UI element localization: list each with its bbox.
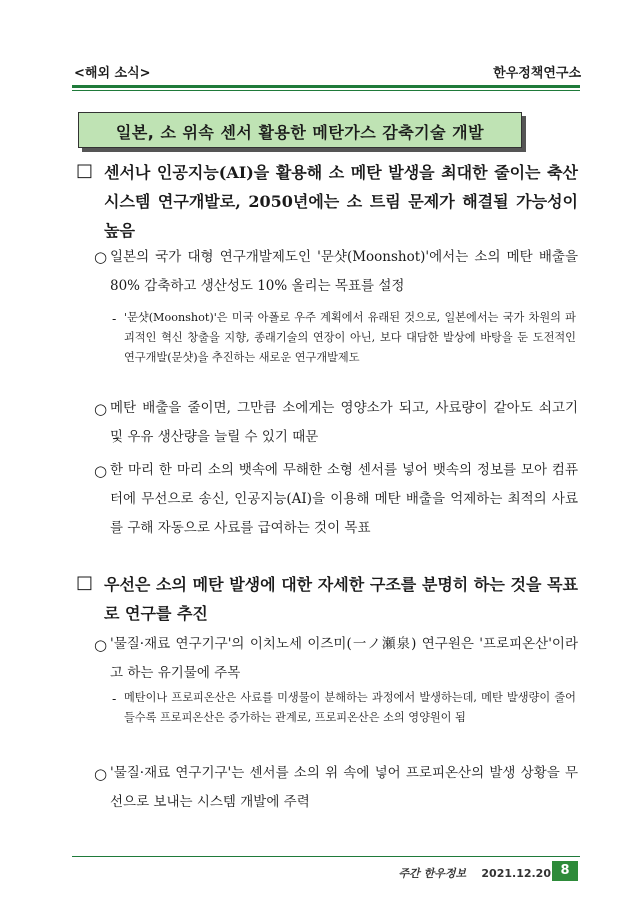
item-text: '물질·재료 연구기구'의 이치노세 이즈미(一ノ瀬泉) 연구원은 '프로피온산'이라고 하는 유기물에 주목 — [110, 636, 578, 681]
dash-marker: - — [112, 692, 117, 706]
square-bullet: □ — [76, 572, 94, 593]
article-title: 일본, 소 위속 센서 활용한 메탄가스 감축기술 개발 — [115, 123, 485, 142]
square-bullet: □ — [76, 160, 94, 181]
header-rule-thick — [72, 85, 580, 88]
footer-info — [398, 865, 551, 881]
section-heading: 센서나 인공지능(AI)을 활용해 소 메탄 발생을 최대한 줄이는 축산시스템 연구개발로, 2050년에는 소 트림 문제가 해결될 가능성이 높음 — [104, 163, 578, 240]
item-text: 한 마리 한 마리 소의 뱃속에 무해한 소형 센서를 넣어 뱃속의 정보를 모아 컴퓨터에 무선으로 송신, 인공지능(AI)을 이용해 메탄 배출을 억제하는 최적의 사료를 구해 자동으로 사료를 급여하는 것이 목표 — [110, 462, 578, 536]
footer-rule — [72, 856, 580, 857]
page-number: 8 — [552, 861, 578, 881]
circle-bullet: ○ — [94, 636, 108, 654]
circle-bullet: ○ — [94, 462, 108, 480]
item-text: '물질·재료 연구기구'는 센서를 소의 위 속에 넣어 프로피온산의 발생 상황을 무선으로 보내는 시스템 개발에 주력 — [110, 765, 578, 810]
title-box — [78, 112, 522, 148]
item-text: 메탄 배출을 줄이면, 그만큼 소에게는 영양소가 되고, 사료량이 같아도 쇠고기 및 우유 생산량을 늘릴 수 있기 때문 — [110, 400, 578, 445]
circle-bullet: ○ — [94, 400, 108, 418]
header-rule-thin — [72, 90, 580, 91]
footnote-text: '문샷(Moonshot)'은 미국 아폴로 우주 계획에서 유래된 것으로, 일본에서는 국가 차원의 파괴적인 혁신 창출을 지향, 종래기술의 연장이 아닌, 보다 대담한 발상에 바탕을 둔 도전적인 연구개발(문샷)을 추진하는 새로운 연구개발제도 — [124, 311, 576, 364]
footnote-text: 메탄이나 프로피온산은 사료를 미생물이 분해하는 과정에서 발생하는데, 메탄 발생량이 줄어들수록 프로피온산은 증가하는 관계로, 프로피온산은 소의 영양원이 됨 — [124, 691, 576, 724]
section-heading: 우선은 소의 메탄 발생에 대한 자세한 구조를 분명히 하는 것을 목표로 연구를 추진 — [104, 575, 578, 623]
header-org-name: 한우정책연구소 — [493, 66, 581, 81]
item-text: 일본의 국가 대형 연구개발제도인 '문샷(Moonshot)'에서는 소의 메탄 배출을 80% 감축하고 생산성도 10% 올리는 목표를 설정 — [110, 249, 578, 294]
header-section-label: <해외 소식> — [74, 66, 151, 81]
circle-bullet: ○ — [94, 765, 108, 783]
footer-date: 2021.12.20 — [481, 867, 551, 880]
footer-publication: 주간 한우정보 — [398, 867, 467, 880]
dash-marker: - — [112, 312, 117, 326]
circle-bullet: ○ — [94, 248, 108, 266]
